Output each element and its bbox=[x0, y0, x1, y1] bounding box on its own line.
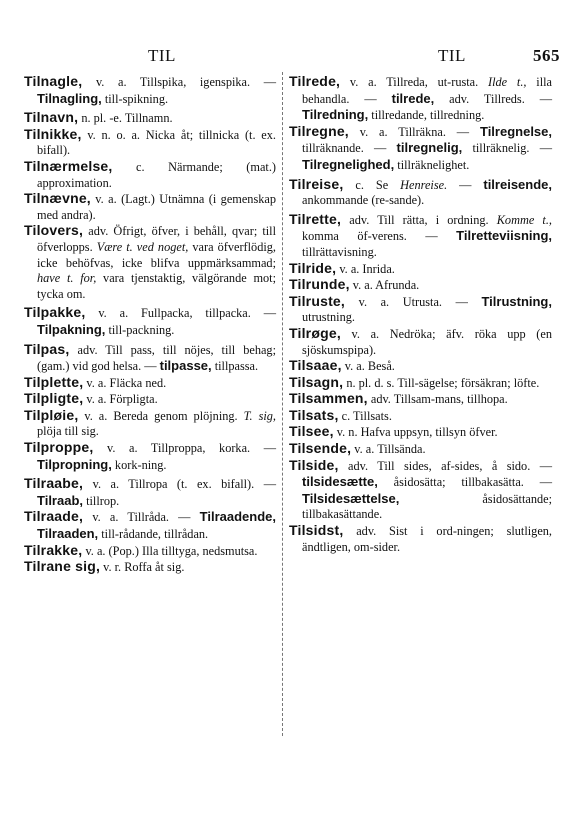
headword: Tilovers, bbox=[24, 222, 84, 239]
definition-text: v. a. Tillreda, ut-rusta. bbox=[340, 75, 489, 89]
definition-text: v. a. Fullpacka, tillpacka. — bbox=[85, 306, 276, 321]
derived-form: Tilsidesættelse, bbox=[302, 490, 400, 506]
definition-text: tillrättavisning. bbox=[302, 244, 377, 259]
dictionary-entry-tilproppe bbox=[24, 440, 276, 473]
definition-text: c. Se bbox=[343, 177, 401, 192]
derived-form: tilrede, bbox=[391, 90, 435, 106]
example-phrase: Ilde t., bbox=[488, 75, 527, 89]
definition-text: v. a. Inrida. bbox=[336, 261, 395, 276]
definition-text: v. a. Afrunda. bbox=[349, 278, 420, 293]
derived-form: Tilrustning, bbox=[481, 293, 552, 309]
definition-text: adv. Sist i ord-ningen; slutligen, ändtligen, om-sider. bbox=[302, 524, 552, 554]
headword: Tilpas, bbox=[24, 340, 70, 357]
example-phrase: have t. for, bbox=[37, 271, 97, 286]
definition-text: v. a. Tillråda. — bbox=[83, 510, 200, 525]
dictionary-entry-tilpas bbox=[24, 342, 276, 375]
headword: Tilnævne, bbox=[24, 190, 91, 207]
derived-form: tilsidesætte, bbox=[302, 474, 378, 490]
definition-text: v. a. Beså. bbox=[341, 359, 395, 374]
running-header bbox=[24, 46, 564, 70]
definition-text: — bbox=[447, 177, 484, 192]
definition-text: v. r. Roffa åt sig. bbox=[100, 560, 185, 575]
definition-text: komma öf-verens. — bbox=[302, 229, 457, 244]
column-divider bbox=[282, 72, 283, 736]
headword: Tilruste, bbox=[289, 292, 346, 309]
definition-text: adv. Till rätta, i ordning. bbox=[341, 212, 497, 227]
derived-form: tilreisende, bbox=[483, 176, 552, 192]
headword: Tilnærmelse, bbox=[24, 157, 113, 174]
definition-text: vara tjenstaktig, välgörande mot; tycka om. bbox=[37, 271, 276, 301]
derived-form: Tilretteviisning, bbox=[456, 228, 552, 244]
left-column bbox=[24, 74, 276, 576]
headword: Tilplette, bbox=[24, 373, 84, 390]
dictionary-entry-tilplette bbox=[24, 375, 276, 392]
dictionary-entry-tilraabe bbox=[24, 476, 276, 509]
definition-text: adv. Till sides, af-sides, å sido. — bbox=[338, 458, 552, 473]
dictionary-entry-tilside bbox=[289, 458, 552, 523]
headword: Tilraabe, bbox=[24, 475, 84, 492]
example-phrase: Henreise. bbox=[400, 177, 448, 192]
definition-text: v. a. Förpligta. bbox=[83, 392, 158, 407]
headword: Tilsats, bbox=[289, 406, 339, 423]
headword: Tilpligte, bbox=[24, 390, 84, 407]
page-number: 565 bbox=[533, 46, 560, 65]
definition-text: v. a. Tillspika, igenspika. — bbox=[82, 75, 276, 89]
definition-text: v. n. o. a. Nicka åt; tillnicka (t. ex. bifall). bbox=[37, 127, 276, 158]
dictionary-entry-tilsagn bbox=[289, 375, 552, 392]
dictionary-entry-tilrede bbox=[289, 74, 552, 124]
dictionary-entry-tilnagle bbox=[24, 74, 276, 107]
definition-text: c. Närmande; (mat.) approximation. bbox=[37, 159, 276, 190]
definition-text: tillredande, tillredning. bbox=[368, 108, 485, 123]
headword: Tilsee, bbox=[289, 423, 334, 440]
dictionary-entry-tilruste bbox=[289, 294, 552, 326]
definition-text: v. a. Nedröka; äfv. röka upp (en sjöskumspipa). bbox=[302, 326, 552, 357]
headword: Tilride, bbox=[289, 259, 337, 276]
definition-text: ankommande (re-sande). bbox=[302, 193, 425, 208]
dictionary-entry-tilsee bbox=[289, 424, 552, 441]
definition-text: v. a. Fläcka ned. bbox=[83, 375, 167, 390]
definition-text: tillräknelig. — bbox=[462, 141, 552, 156]
definition-text: v. a. Tillropa (t. ex. bifall). — bbox=[83, 477, 276, 492]
definition-text: till-rådande, tillrådan. bbox=[98, 527, 209, 542]
headword: Tilpløie, bbox=[24, 406, 79, 423]
dictionary-entry-tilregne bbox=[289, 124, 552, 174]
header-right-guide-word: TIL bbox=[438, 46, 466, 65]
dictionary-entry-tilrakke bbox=[24, 543, 276, 560]
definition-text: v. a. (Lagt.) Utnämna (i gemenskap med andra). bbox=[37, 192, 276, 222]
definition-text: till-spikning. bbox=[101, 91, 169, 106]
definition-text: till-packning. bbox=[105, 322, 175, 337]
dictionary-entry-tilreise bbox=[289, 177, 552, 209]
definition-text: v. a. Tillräkna. — bbox=[348, 124, 480, 139]
definition-text: tillräknelighet. bbox=[394, 157, 470, 172]
dictionary-entry-tilroge bbox=[289, 326, 552, 358]
definition-text: c. Tillsats. bbox=[338, 408, 392, 423]
dictionary-entry-tilrette bbox=[289, 212, 552, 261]
definition-text: v. a. (Pop.) Illa tilltyga, nedsmutsa. bbox=[82, 543, 258, 558]
derived-form: Tilregnelighed, bbox=[302, 156, 395, 172]
definition-text: tillräknande. — bbox=[302, 141, 397, 156]
derived-form: Tilregnelse, bbox=[479, 123, 552, 139]
dictionary-entry-tilnaevne bbox=[24, 191, 276, 223]
headword: Tilraade, bbox=[24, 508, 84, 525]
headword: Tilreise, bbox=[289, 175, 344, 192]
definition-text: v. a. Utrusta. — bbox=[345, 294, 482, 309]
dictionary-entry-tilrunde bbox=[289, 277, 552, 294]
example-phrase: Komme t., bbox=[496, 212, 552, 227]
definition-text: tillpassa. bbox=[211, 359, 259, 374]
headword: Tilrøge, bbox=[289, 324, 341, 341]
definition-text: v. n. Hafva uppsyn, tillsyn öfver. bbox=[333, 425, 498, 440]
headword: Tilpakke, bbox=[24, 304, 86, 321]
derived-form: tilpasse, bbox=[159, 358, 212, 374]
headword: Tilrakke, bbox=[24, 541, 83, 558]
definition-text: v. a. Bereda genom plöjning. bbox=[78, 408, 244, 423]
headword: Tilproppe, bbox=[24, 439, 94, 456]
definition-text: adv. Tillreds. — bbox=[434, 91, 553, 106]
definition-text: illa behandla. — bbox=[302, 75, 552, 106]
headword: Tilnavn, bbox=[24, 109, 79, 126]
headword: Tilrane sig, bbox=[24, 558, 101, 575]
dictionary-entry-tilsammen bbox=[289, 391, 552, 408]
definition-text: adv. Öfrigt, öfver, i behåll, qvar; till öfverlopps. bbox=[37, 224, 276, 254]
headword: Tilsidst, bbox=[289, 522, 344, 539]
definition-text: plöja till sig. bbox=[37, 424, 99, 439]
definition-text: vara öfverflödig, icke behöfvas, icke blifva uppmärksammad; bbox=[37, 239, 276, 270]
definition-text: v. a. Tillproppa, korka. — bbox=[93, 441, 276, 456]
definition-text: utrustning. bbox=[302, 310, 355, 325]
derived-form: Tilraadende, Tilraaden, bbox=[37, 509, 276, 542]
derived-form: Tilredning, bbox=[302, 107, 369, 123]
headword: Tilside, bbox=[289, 456, 339, 473]
dictionary-entry-tilnaermelse bbox=[24, 159, 276, 191]
headword: Tilsende, bbox=[289, 440, 352, 457]
headword: Tilnikke, bbox=[24, 125, 82, 142]
definition-text: adv. Tillsam-mans, tillhopa. bbox=[367, 392, 508, 407]
derived-form: Tilpropning, bbox=[37, 456, 112, 472]
derived-form: Tilnagling, bbox=[37, 90, 102, 106]
dictionary-entry-tilnavn bbox=[24, 110, 276, 127]
definition-text: adv. Till pass, till nöjes, till behag; (gam.) vid god helsa. — bbox=[37, 342, 276, 374]
definition-text: n. pl. -e. Tillnamn. bbox=[78, 111, 173, 126]
dictionary-entry-tilpakke bbox=[24, 305, 276, 338]
definition-text: åsidosätta; tillbakasätta. — bbox=[377, 475, 552, 490]
definition-text: n. pl. d. s. Till-sägelse; försäkran; löfte. bbox=[343, 375, 540, 390]
derived-form: tilregnelig, bbox=[396, 140, 463, 156]
header-left-guide-word: TIL bbox=[148, 46, 176, 65]
headword: Tilrette, bbox=[289, 210, 342, 227]
dictionary-entry-tilsaae bbox=[289, 358, 552, 375]
dictionary-entry-tilsidst bbox=[289, 523, 552, 555]
headword: Tilsagn, bbox=[289, 373, 344, 390]
headword: Tilrunde, bbox=[289, 276, 350, 293]
derived-form: Tilpakning, bbox=[37, 321, 106, 337]
dictionary-entry-tilpligte bbox=[24, 391, 276, 408]
definition-text: åsidosättande; tillbakasättande. bbox=[302, 491, 552, 522]
derived-form: Tilraab, bbox=[37, 492, 84, 508]
definition-text: v. a. Tillsända. bbox=[351, 442, 426, 457]
headword: Tilrede, bbox=[289, 73, 341, 89]
example-phrase: T. sig, bbox=[243, 408, 276, 423]
dictionary-entry-tilovers bbox=[24, 223, 276, 302]
definition-text: kork-ning. bbox=[111, 457, 167, 472]
dictionary-entry-tilraade bbox=[24, 509, 276, 542]
example-phrase: Være t. ved noget, bbox=[96, 239, 189, 254]
dictionary-entry-tilnikke bbox=[24, 127, 276, 159]
definition-text: tillrop. bbox=[83, 493, 120, 508]
dictionary-entry-tilrane bbox=[24, 559, 276, 576]
dictionary-entry-tilsats bbox=[289, 408, 552, 425]
headword: Tilnagle, bbox=[24, 73, 83, 89]
right-column bbox=[289, 74, 552, 555]
headword: Tilregne, bbox=[289, 122, 349, 139]
dictionary-entry-tilploie bbox=[24, 408, 276, 440]
headword: Tilsammen, bbox=[289, 390, 368, 407]
dictionary-entry-tilride bbox=[289, 261, 552, 278]
headword: Tilsaae, bbox=[289, 357, 342, 374]
dictionary-entry-tilsende bbox=[289, 441, 552, 458]
